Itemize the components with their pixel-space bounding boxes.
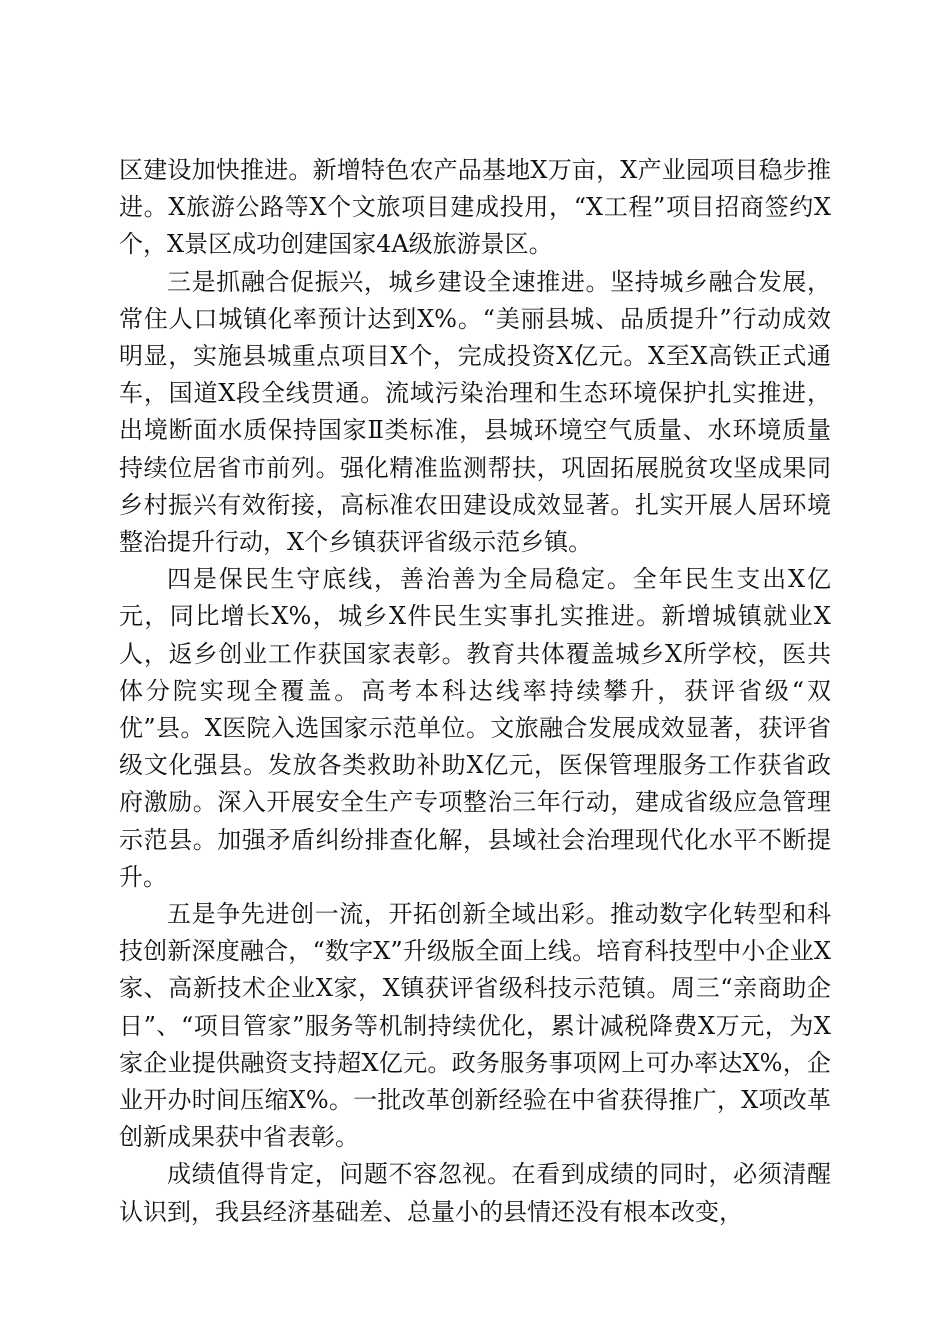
paragraph-urban-rural-integration: 三是抓融合促振兴，城乡建设全速推进。坚持城乡融合发展，常住人口城镇化率预计达到X%。“美丽县城、品质提升”行动成效明显，实施县城重点项目X个，完成投资X亿元。X至X高铁正式通车，国道X段全线贯通。流域污染治理和生态环境保护扎实推进，出境断面水质保持国家Ⅱ类标准，县城环境空气质量、水环境质量持续位居省市前列。强化精准监测帮扶，巩固拓展脱贫攻坚成果同乡村振兴有效衔接，高标准农田建设成效显著。扎实开展人居环境整治提升行动，X个乡镇获评省级示范乡镇。 (119, 267, 831, 557)
paragraph-innovation: 五是争先进创一流，开拓创新全域出彩。推动数字化转型和科技创新深度融合，“数字X”升级版全面上线。培育科技型中小企业X家、高新技术企业X家，X镇获评省级科技示范镇。周三“亲商助企日”、“项目管家”服务等机制持续优化，累计减税降费X万元，为X家企业提供融资支持超X亿元。政务服务事项网上可办率达X%，企业开办时间压缩X%。一批改革创新经验在中省获得推广，X项改革创新成果获中省表彰。 (119, 900, 831, 1152)
paragraph-problems: 成绩值得肯定，问题不容忽视。在看到成绩的同时，必须清醒认识到，我县经济基础差、总量小的县情还没有根本改变， (119, 1160, 831, 1226)
paragraph-livelihood: 四是保民生守底线，善治善为全局稳定。全年民生支出X亿元，同比增长X%，城乡X件民生实事扎实推进。新增城镇就业X人，返乡创业工作获国家表彰。教育共体覆盖城乡X所学校，医共体分院实现全覆盖。高考本科达线率持续攀升，获评省级“双优”县。X医院入选国家示范单位。文旅融合发展成效显著，获评省级文化强县。发放各类救助补助X亿元，医保管理服务工作获省政府激励。深入开展安全生产专项整治三年行动，建成省级应急管理示范县。加强矛盾纠纷排查化解，县域社会治理现代化水平不断提升。 (119, 565, 831, 891)
document-body (119, 152, 831, 1231)
paragraph-continuation: 区建设加快推进。新增特色农产品基地X万亩，X产业园项目稳步推进。X旅游公路等X个文旅项目建成投用，“X工程”项目招商签约X个，X景区成功创建国家4A级旅游景区。 (119, 156, 831, 259)
